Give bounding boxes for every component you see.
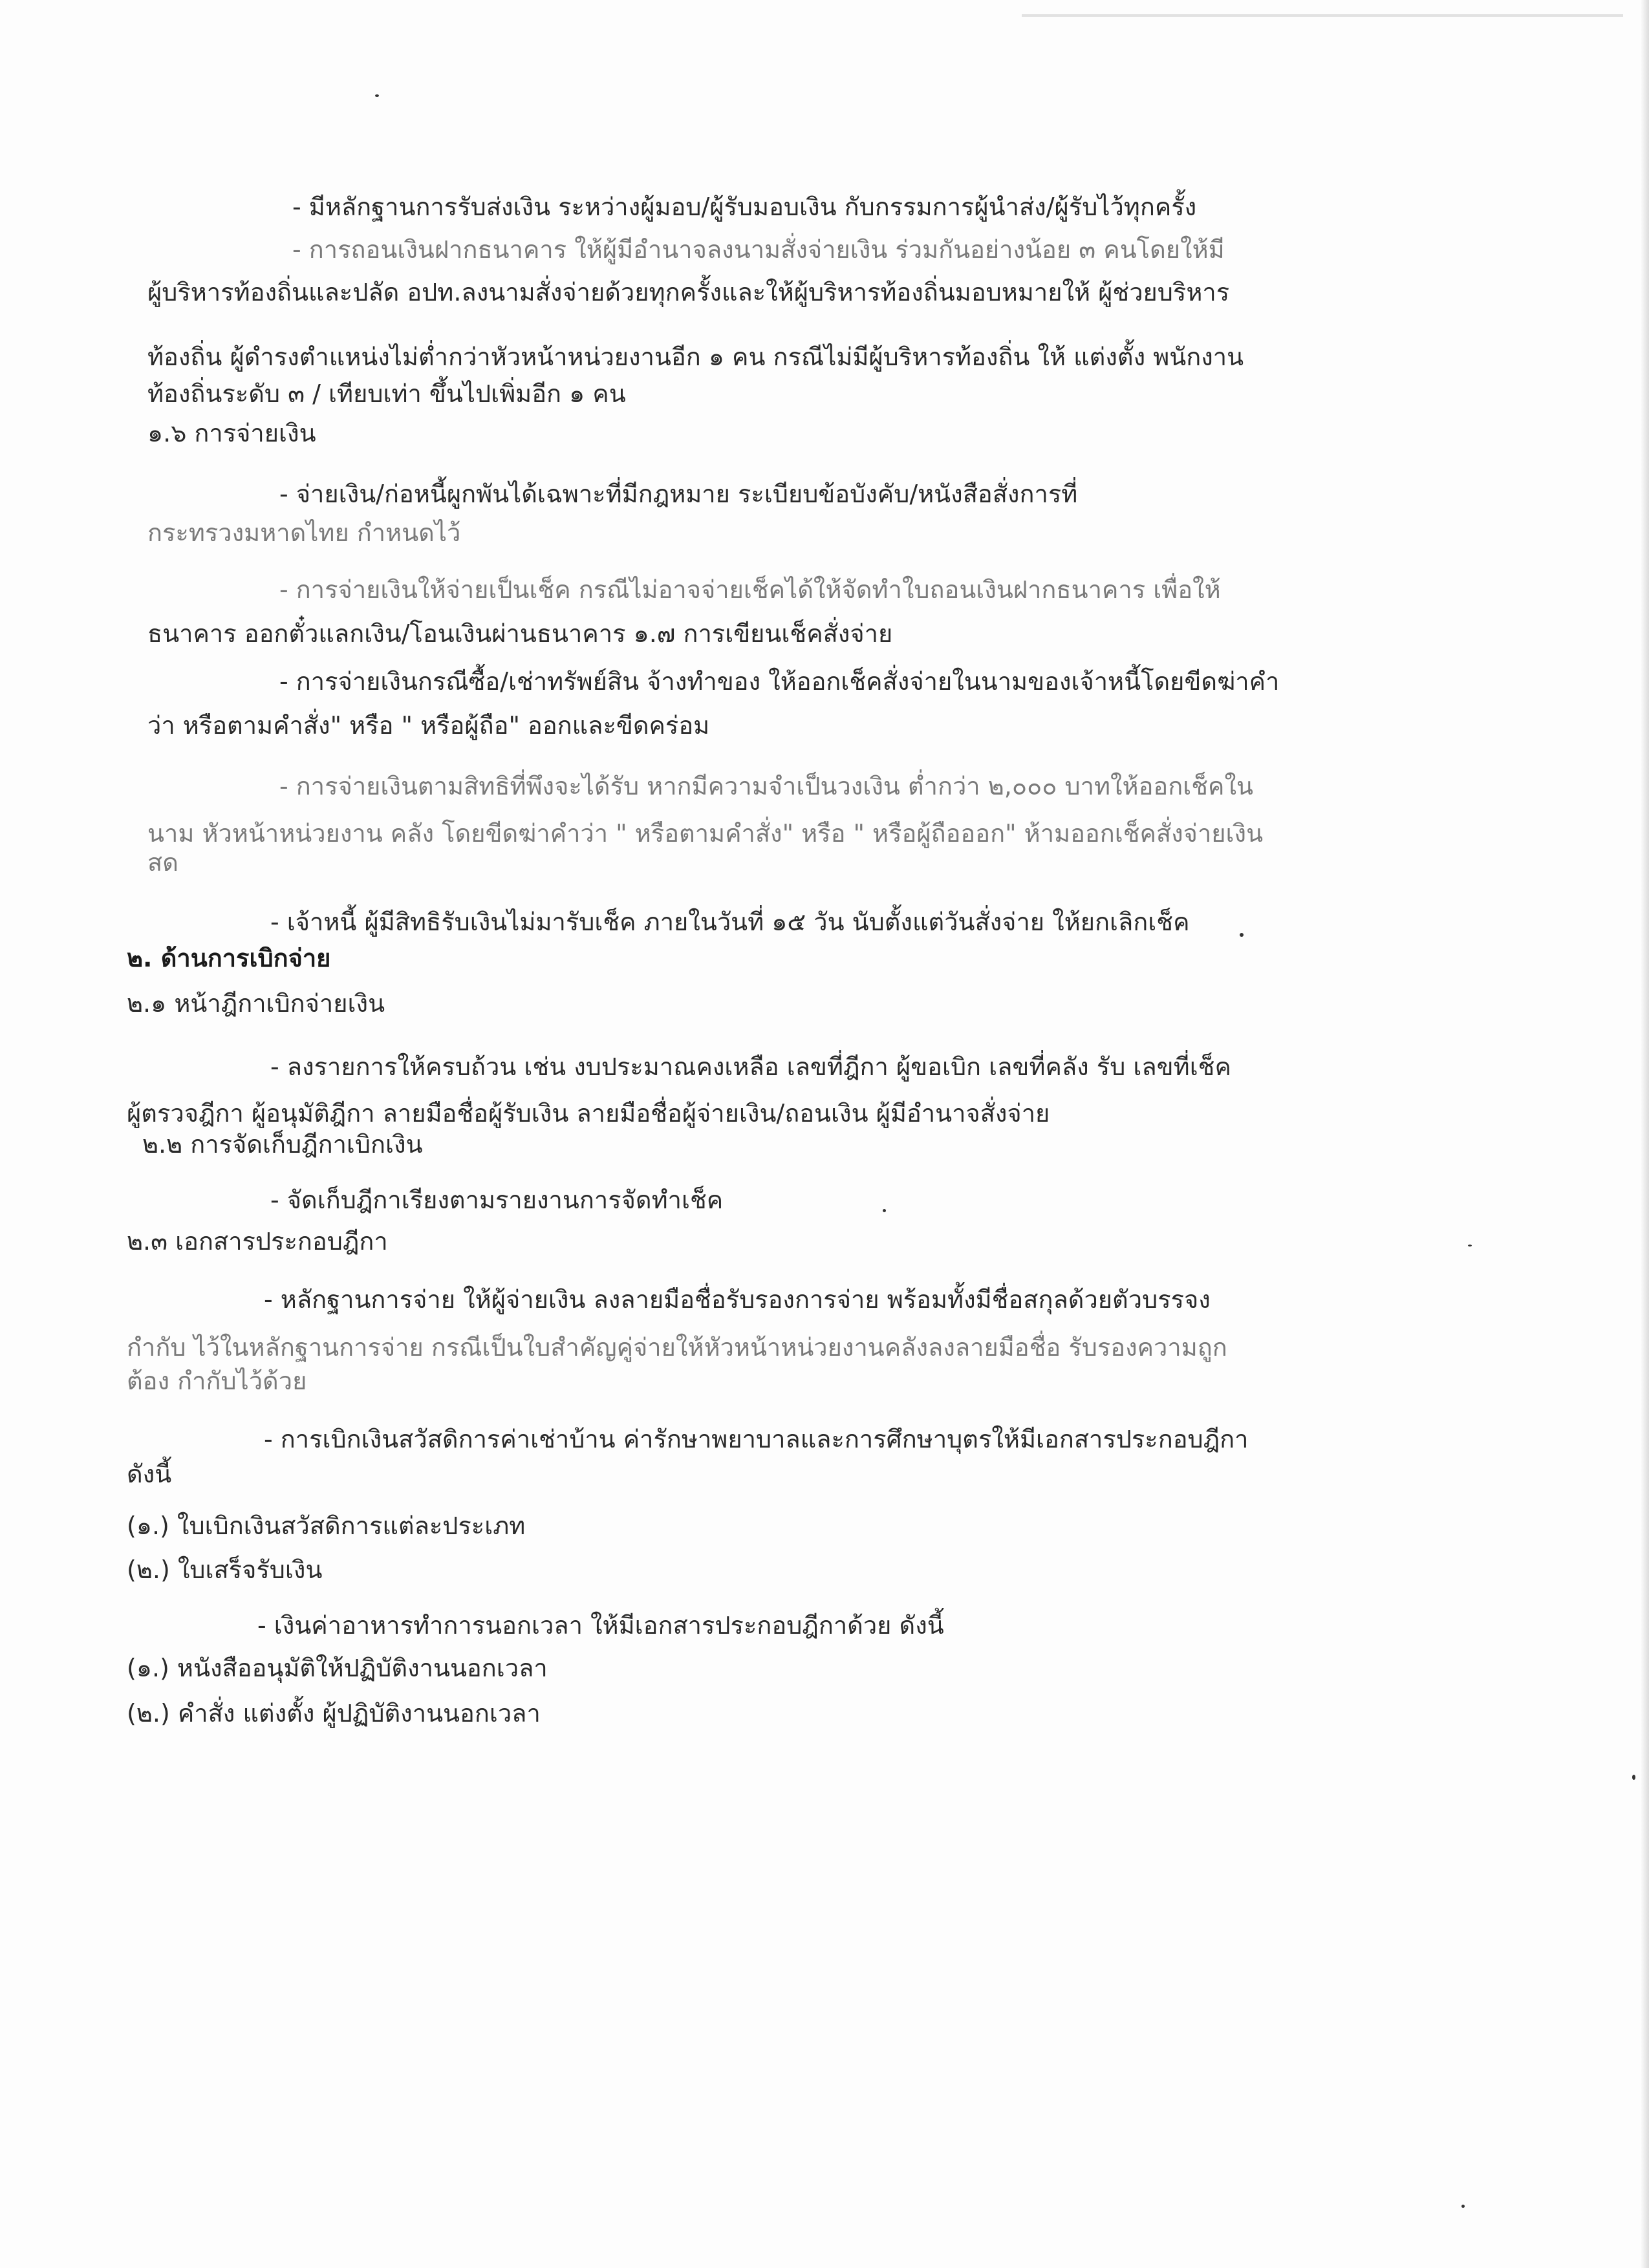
- list-item: (๒.) คำสั่ง แต่งตั้ง ผู้ปฏิบัติงานนอกเวลา: [127, 1699, 541, 1728]
- text-line: กระทรวงมหาดไทย กำหนดไว้: [147, 519, 461, 547]
- text-line: ท้องถิ่นระดับ ๓ / เทียบเท่า ขึ้นไปเพิ่มอีก ๑ คน: [147, 380, 626, 408]
- text-line: ว่า หรือตามคำสั่ง" หรือ " หรือผู้ถือ" ออกและขีดคร่อม: [147, 711, 710, 740]
- scan-speck: [375, 94, 379, 97]
- text-line: - เจ้าหนี้ ผู้มีสิทธิรับเงินไม่มารับเช็ค ภายในวันที่ ๑๕ วัน นับตั้งแต่วันสั่งจ่าย ให้ยกเลิกเช็ค: [270, 908, 1190, 936]
- text-line: - จ่ายเงิน/ก่อหนี้ผูกพันได้เฉพาะที่มีกฎหมาย ระเบียบข้อบังคับ/หนังสือสั่งการที่: [279, 480, 1078, 508]
- text-line: - การเบิกเงินสวัสดิการค่าเช่าบ้าน ค่ารักษาพยาบาลและการศึกษาบุตรให้มีเอกสารประกอบฎีกา: [264, 1425, 1249, 1453]
- scan-speck: [1468, 1245, 1472, 1246]
- text-line: - เงินค่าอาหารทำการนอกเวลา ให้มีเอกสารประกอบฎีกาด้วย ดังนี้: [257, 1611, 944, 1640]
- section-heading: ๒.๒ การจัดเก็บฎีกาเบิกเงิน: [142, 1130, 423, 1159]
- section-heading: ๒. ด้านการเบิกจ่าย: [127, 944, 331, 972]
- text-line: - การจ่ายเงินตามสิทธิที่พึงจะได้รับ หากมีความจำเป็นวงเงิน ต่ำกว่า ๒,๐๐๐ บาทให้ออกเช็คใน: [279, 772, 1253, 800]
- text-line: - การจ่ายเงินให้จ่ายเป็นเช็ค กรณีไม่อาจจ่ายเช็คได้ให้จัดทำใบถอนเงินฝากธนาคาร เพื่อให้: [279, 575, 1221, 604]
- list-item: (๑.) หนังสืออนุมัติให้ปฏิบัติงานนอกเวลา: [127, 1654, 548, 1682]
- text-line: - หลักฐานการจ่าย ให้ผู้จ่ายเงิน ลงลายมือชื่อรับรองการจ่าย พร้อมทั้งมีชื่อสกุลด้วยตัวบรรจง: [264, 1285, 1211, 1314]
- scan-speck: [883, 1209, 886, 1212]
- text-line: - ลงรายการให้ครบถ้วน เช่น งบประมาณคงเหลือ เลขที่ฎีกา ผู้ขอเบิก เลขที่คลัง รับ เลขที่เช็ค: [270, 1053, 1231, 1081]
- text-line: - จัดเก็บฎีกาเรียงตามรายงานการจัดทำเช็ค: [270, 1186, 724, 1214]
- list-item: (๑.) ใบเบิกเงินสวัสดิการแต่ละประเภท: [127, 1512, 526, 1540]
- section-heading: ๒.๓ เอกสารประกอบฎีกา: [127, 1227, 388, 1256]
- text-line: กำกับ ไว้ในหลักฐานการจ่าย กรณีเป็นใบสำคัญคู่จ่ายให้หัวหน้าหน่วยงานคลังลงลายมือชื่อ รับรองความถูก: [127, 1333, 1227, 1362]
- section-heading: ๑.๖ การจ่ายเงิน: [147, 419, 316, 447]
- list-item: (๒.) ใบเสร็จรับเงิน: [127, 1556, 323, 1584]
- scan-speck: [1461, 2205, 1465, 2208]
- scan-edge-right: [1641, 0, 1649, 2268]
- text-line: สด: [147, 848, 178, 877]
- text-line: - การจ่ายเงินกรณีซื้อ/เช่าทรัพย์สิน จ้างทำของ ให้ออกเช็คสั่งจ่ายในนามของเจ้าหนี้โดยขีดฆ่าคำ: [279, 667, 1280, 696]
- text-line: ดังนี้: [127, 1460, 172, 1488]
- text-line: ท้องถิ่น ผู้ดำรงตำแหน่งไม่ต่ำกว่าหัวหน้าหน่วยงานอีก ๑ คน กรณีไม่มีผู้บริหารท้องถิ่น ให้ แต่งตั้ง พนักงาน: [147, 343, 1244, 371]
- text-line: ผู้บริหารท้องถิ่นและปลัด อปท.ลงนามสั่งจ่ายด้วยทุกครั้งและให้ผู้บริหารท้องถิ่นมอบหมายให้ ผู้ช่วยบริหาร: [147, 278, 1230, 306]
- text-line: - การถอนเงินฝากธนาคาร ให้ผู้มีอำนาจลงนามสั่งจ่ายเงิน ร่วมกันอย่างน้อย ๓ คนโดยให้มี: [292, 235, 1225, 264]
- scan-speck: [1632, 1775, 1635, 1780]
- text-line: ต้อง กำกับไว้ด้วย: [127, 1367, 307, 1395]
- scan-edge-top: [1022, 14, 1623, 17]
- text-line: ผู้ตรวจฎีกา ผู้อนุมัติฎีกา ลายมือชื่อผู้รับเงิน ลายมือชื่อผู้จ่ายเงิน/ถอนเงิน ผู้มีอำนาจสั่งจ่าย: [127, 1099, 1050, 1128]
- section-heading: ๒.๑ หน้าฎีกาเบิกจ่ายเงิน: [127, 989, 385, 1018]
- text-line: - มีหลักฐานการรับส่งเงิน ระหว่างผู้มอบ/ผู้รับมอบเงิน กับกรรมการผู้นำส่ง/ผู้รับไว้ทุกครั้ง: [292, 193, 1197, 221]
- scan-speck: [1240, 933, 1244, 937]
- text-line: ธนาคาร ออกตั๋วแลกเงิน/โอนเงินผ่านธนาคาร ๑.๗ การเขียนเช็คสั่งจ่าย: [147, 619, 893, 648]
- text-line: นาม หัวหน้าหน่วยงาน คลัง โดยขีดฆ่าคำว่า " หรือตามคำสั่ง" หรือ " หรือผู้ถือออก" ห้ามออกเช็คสั่งจ่ายเงิน: [147, 819, 1264, 848]
